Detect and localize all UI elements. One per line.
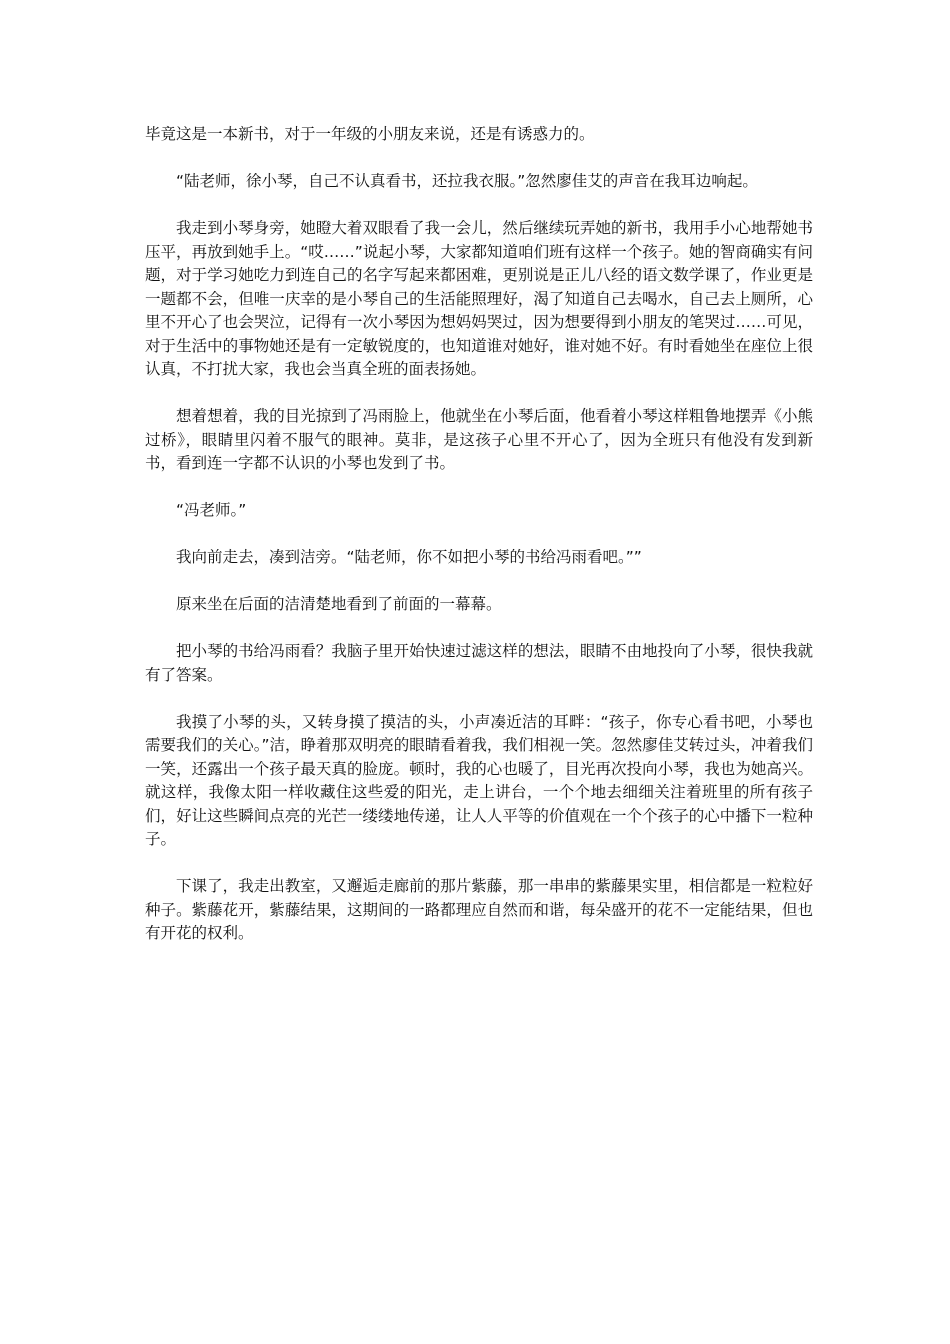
paragraph-7: 原来坐在后面的洁清楚地看到了前面的一幕幕。 <box>176 595 502 613</box>
paragraph-2: “陆老师，徐小琴，自己不认真看书，还拉我衣服。”忽然廖佳艾的声音在我耳边响起。 <box>176 172 758 190</box>
paragraph-6: 我向前走去，凑到洁旁。“陆老师，你不如把小琴的书给冯雨看吧。”” <box>176 548 642 566</box>
paragraph-1: 毕竟这是一本新书，对于一年级的小朋友来说，还是有诱惑力的。 <box>145 125 595 143</box>
paragraph-8: 把小琴的书给冯雨看？我脑子里开始快速过滤这样的想法，眼睛不由地投向了小琴，很快我就有了答案。 <box>145 642 813 684</box>
article-body <box>145 123 813 969</box>
paragraph-3: 我走到小琴身旁，她瞪大着双眼看了我一会儿，然后继续玩弄她的新书，我用手小心地帮她书压平，再放到她手上。“哎……”说起小琴，大家都知道咱们班有这样一个孩子。她的智商确实有问题，对于学习她吃力到连自己的名字写起来都困难，更别说是正儿八经的语文数学课了，作业更是一题都不会，但唯一庆幸的是小琴自己的生活能照理好，渴了知道自己去喝水，自己去上厕所，心里不开心了也会哭泣，记得有一次小琴因为想妈妈哭过，因为想要得到小朋友的笔哭过……可见，对于生活中的事物她还是有一定敏锐度的，也知道谁对她好，谁对她不好。有时看她坐在座位上很认真，不打扰大家，我也会当真全班的面表扬她。 <box>145 219 813 378</box>
paragraph-4: 想着想着，我的目光掠到了冯雨脸上，他就坐在小琴后面，他看着小琴这样粗鲁地摆弄《小熊过桥》，眼睛里闪着不服气的眼神。莫非，是这孩子心里不开心了，因为全班只有他没有发到新书，看到连一字都不认识的小琴也发到了书。 <box>145 407 813 472</box>
paragraph-9: 我摸了小琴的头，又转身摸了摸洁的头，小声凑近洁的耳畔：“孩子，你专心看书吧，小琴也需要我们的关心。”洁，睁着那双明亮的眼睛看着我，我们相视一笑。忽然廖佳艾转过头，冲着我们一笑，还露出一个孩子最天真的脸庞。顿时，我的心也暖了，目光再次投向小琴，我也为她高兴。就这样，我像太阳一样收藏住这些爱的阳光，走上讲台，一个个地去细细关注着班里的所有孩子们，好让这些瞬间点亮的光芒一缕缕地传递，让人人平等的价值观在一个个孩子的心中播下一粒种子。 <box>145 712 813 848</box>
paragraph-5: “冯老师。” <box>176 501 247 519</box>
paragraph-10: 下课了，我走出教室，又邂逅走廊前的那片紫藤，那一串串的紫藤果实里，相信都是一粒粒好种子。紫藤花开，紫藤结果，这期间的一路都理应自然而和谐，每朵盛开的花不一定能结果，但也有开花的权利。 <box>145 877 813 942</box>
